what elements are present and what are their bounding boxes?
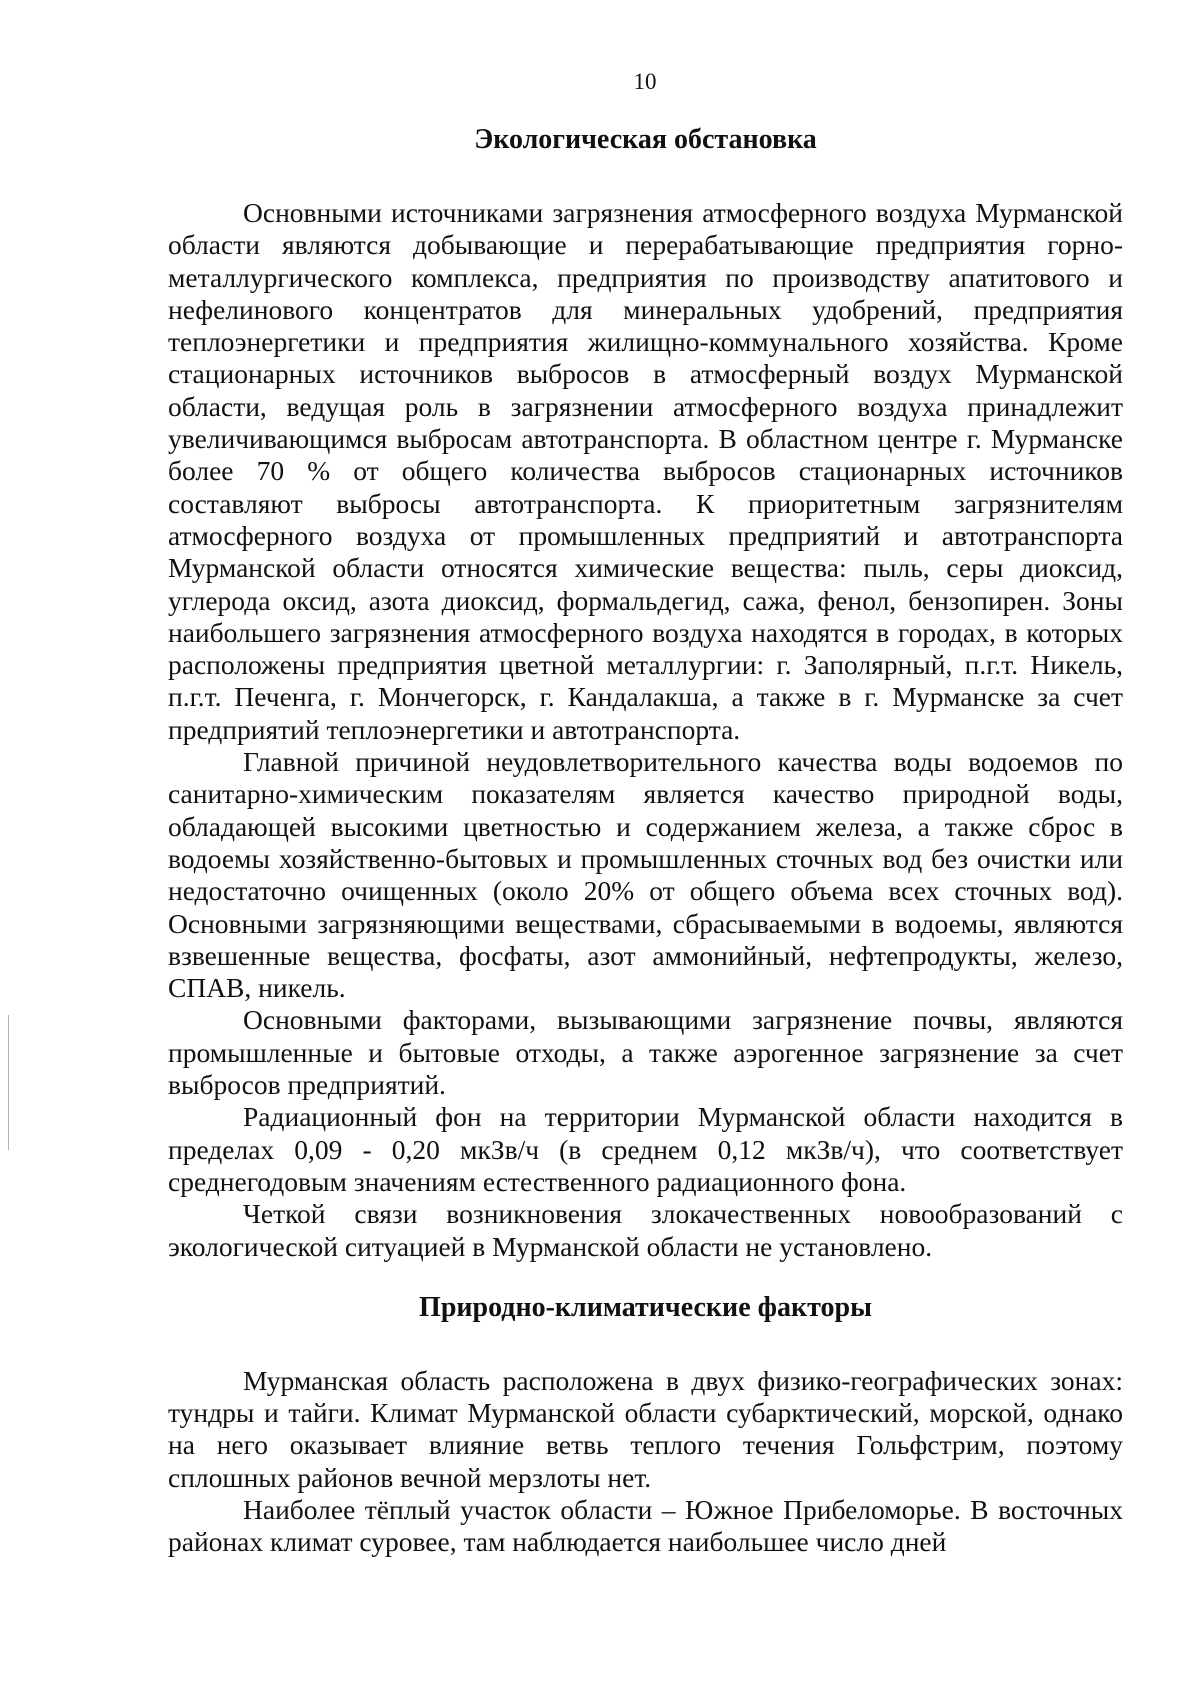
page-content (168, 123, 1123, 1559)
paragraph-geography: Мурманская область расположена в двух физико-географических зонах: тундры и тайги. Климат Мурманской области субарктический, морской, однако на него оказывает влияние ветвь теплого течения Гольфстрим, поэтому сплошных районов вечной мерзлоты нет. (168, 1364, 1123, 1493)
paragraph-radiation: Радиационный фон на территории Мурманской области находится в пределах 0,09 - 0,20 мкЗв/ч (в среднем 0,12 мкЗв/ч), что соответствует среднегодовым значениям естественного радиационного фона. (168, 1101, 1123, 1197)
scan-margin-line (8, 1015, 9, 1150)
paragraph-air-pollution: Основными источниками загрязнения атмосферного воздуха Мурманской области являются добывающие и перерабатывающие предприятия горно-металлургического комплекса, предприятия по производству апатитового и нефелинового концентратов для минеральных удобрений, предприятия теплоэнергетики и предприятия жилищно-коммунального хозяйства. Кроме стационарных источников выбросов в атмосферный воздух Мурманской области, ведущая роль в загрязнении атмосферного воздуха принадлежит увеличивающимся выбросам автотранспорта. В областном центре г. Мурманске более 70 % от общего количества выбросов стационарных источников составляют выбросы автотранспорта. К приоритетным загрязнителям атмосферного воздуха от промышленных предприятий и автотранспорта Мурманской области относятся химические вещества: пыль, серы диоксид, углерода оксид, азота диоксид, формальдегид, сажа, фенол, бензопирен. Зоны наибольшего загрязнения атмосферного воздуха находятся в городах, в которых расположены предприятия цветной металлургии: г. Заполярный, п.г.т. Никель, п.г.т. Печенга, г. Мончегорск, г. Кандалакша, а также в г. Мурманске за счет предприятий теплоэнергетики и автотранспорта. (168, 197, 1123, 745)
section-title-climate: Природно-климатические факторы (419, 1291, 872, 1323)
paragraph-water-quality: Главной причиной неудовлетворительного качества воды водоемов по санитарно-химическим показателям является качество природной воды, обладающей высокими цветностью и содержанием железа, а также сброс в водоемы хозяйственно-бытовых и промышленных сточных вод без очистки или недостаточно очищенных (около 20% от общего объема всех сточных вод). Основными загрязняющими веществами, сбрасываемыми в водоемы, являются взвешенные вещества, фосфаты, азот аммонийный, нефтепродукты, железо, СПАВ, никель. (168, 746, 1123, 1004)
section-title-ecology: Экологическая обстановка (474, 124, 817, 155)
paragraph-climate-zones: Наиболее тёплый участок области – Южное Прибеломорье. В восточных районах климат суровее, там наблюдается наибольшее число дней (168, 1493, 1123, 1558)
paragraph-soil-pollution: Основными факторами, вызывающими загрязнение почвы, являются промышленные и бытовые отходы, а также аэрогенное загрязнение за счет выбросов предприятий. (168, 1004, 1123, 1101)
page-number: 10 (633, 69, 657, 94)
paragraph-cancer-link: Четкой связи возникновения злокачественных новообразований с экологической ситуацией в Мурманской области не установлено. (168, 1198, 1123, 1262)
